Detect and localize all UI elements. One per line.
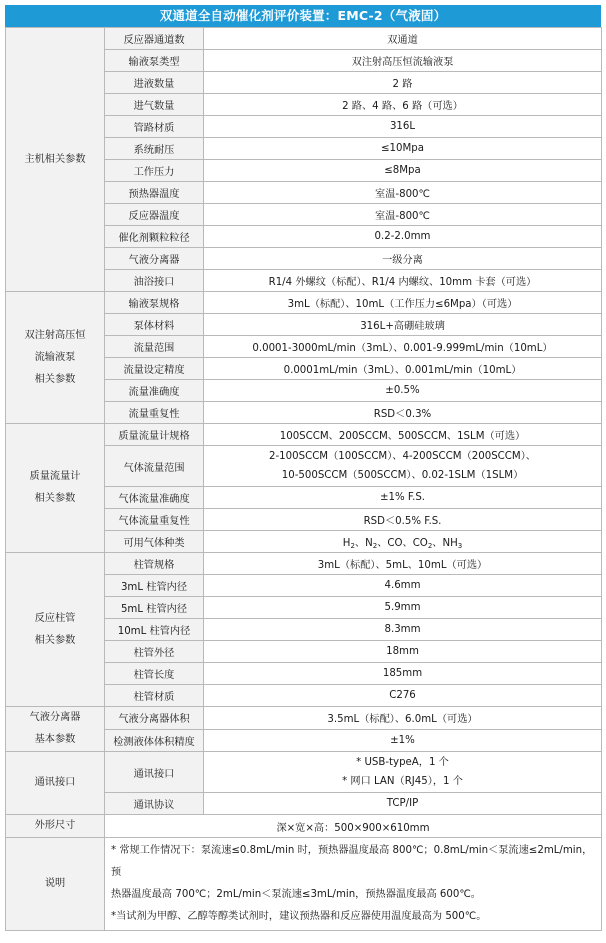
param-value: 双通道 [204,28,602,50]
param-value: 0.0001-3000mL/min（3mL）、0.001-9.999mL/min（10mL） [204,336,602,358]
group-label-line: 通讯接口 [34,777,76,788]
param-label: 气体流量重复性 [105,509,204,531]
param-label: 5mL 柱管内径 [105,597,204,619]
param-value: 18mm [204,641,602,663]
param-value: 185mm [204,663,602,685]
param-value: 室温-800℃ [204,182,602,204]
param-value: 316L+高硼硅玻璃 [204,314,602,336]
notes-row [6,838,602,931]
table-row [6,424,602,446]
param-label: 3mL 柱管内径 [105,575,204,597]
param-label: 输液泵规格 [105,292,204,314]
param-value [204,531,602,553]
param-label: 可用气体种类 [105,531,204,553]
param-label: 气液分离器 [105,248,204,270]
param-value: RSD＜0.3% [204,402,602,424]
param-label: 反应器通道数 [105,28,204,50]
group-label-line: 双注射高压恒 [24,329,86,341]
param-label: 柱管规格 [105,553,204,575]
param-value: 316L [204,116,602,138]
param-label: 管路材质 [105,116,204,138]
dimensions-label: 外形尺寸 [6,815,105,838]
gas-subscript: 2 [372,542,378,550]
gas-text: H [342,538,351,549]
param-value: 8.3mm [204,619,602,641]
param-label: 工作压力 [105,160,204,182]
param-value-line: * USB-typeA，1 个 [356,757,449,768]
param-value: 2 路 [204,72,602,94]
table-row [6,292,602,314]
group-label-line: 气液分离器 [29,712,81,723]
group-label [6,424,105,553]
group-label-line: 相关参数 [34,634,76,646]
param-label: 流量准确度 [105,380,204,402]
group-label-line: 反应柱管 [34,612,76,624]
param-value: ±0.5% [204,380,602,402]
gas-text: 、N [354,538,373,549]
gas-subscript: 2 [427,542,433,550]
param-value: 3mL（标配）、5mL、10mL（可选） [204,553,602,575]
notes-line: * 常规工作情况下：泵流速≤0.8mL/min 时，预热器温度最高 800℃；0.8mL/min＜泵流速≤2mL/min，预 [111,845,593,878]
param-label: 通讯协议 [105,793,204,815]
param-value: 双注射高压恒流输液泵 [204,50,602,72]
param-label: 泵体材料 [105,314,204,336]
param-value: 0.0001mL/min（3mL）、0.001mL/min（10mL） [204,358,602,380]
param-label: 流量重复性 [105,402,204,424]
param-value: 5.9mm [204,597,602,619]
param-label: 质量流量计规格 [105,424,204,446]
param-label: 流量范围 [105,336,204,358]
param-value-line: 10-500SCCM（500SCCM）、0.02-1SLM（1SLM） [281,470,524,481]
gas-text: 、CO、CO [377,538,428,549]
table-row [6,28,602,50]
group-label-line: 基本参数 [34,734,76,745]
param-label: 检测液体体积精度 [105,729,204,752]
group-label [6,292,105,424]
dimensions-row [6,815,602,838]
gas-subscript: 2 [350,542,355,550]
page-title: 双通道全自动催化剂评价装置：EMC-2（气液固） [5,5,601,27]
param-value: ±1% [204,729,602,752]
param-value: R1/4 外螺纹（标配）、R1/4 内螺纹、10mm 卡套（可选） [204,270,602,292]
param-value: TCP/IP [204,793,602,815]
param-value: RSD＜0.5% F.S. [204,509,602,531]
param-value: ±1% F.S. [204,487,602,509]
param-label: 通讯接口 [105,752,204,793]
table-row [6,752,602,793]
param-label: 气液分离器体积 [105,707,204,730]
param-label: 进液数量 [105,72,204,94]
param-label: 输液泵类型 [105,50,204,72]
param-value: 100SCCM、200SCCM、500SCCM、1SLM（可选） [204,424,602,446]
param-value: 一级分离 [204,248,602,270]
param-label: 柱管材质 [105,685,204,707]
param-value: 0.2-2.0mm [204,226,602,248]
param-label: 气体流量范围 [105,446,204,487]
group-label [6,28,105,292]
param-label: 气体流量准确度 [105,487,204,509]
param-value: 3mL（标配）、10mL（工作压力≤6Mpa）（可选） [204,292,602,314]
group-label-line: 相关参数 [34,493,76,504]
spec-sheet [5,5,601,931]
param-label: 柱管长度 [105,663,204,685]
param-label: 反应器温度 [105,204,204,226]
param-value: ≤10Mpa [204,138,602,160]
param-label: 柱管外径 [105,641,204,663]
param-value [204,752,602,793]
param-value [204,446,602,487]
param-value: 3.5mL（标配）、6.0mL（可选） [204,707,602,730]
param-label: 系统耐压 [105,138,204,160]
param-label: 10mL 柱管内径 [105,619,204,641]
group-label [6,707,105,752]
param-label: 预热器温度 [105,182,204,204]
gas-subscript: 3 [457,542,463,550]
table-row [6,553,602,575]
param-label: 进气数量 [105,94,204,116]
table-row [6,707,602,730]
param-value: 2 路、4 路、6 路（可选） [204,94,602,116]
group-label [6,553,105,707]
group-label [6,752,105,815]
param-value-line: * 网口 LAN（RJ45），1 个 [342,776,463,787]
group-label-line: 流输液泵 [34,351,76,363]
param-value-line: 2-100SCCM（100SCCM）、4-200SCCM（200SCCM）、 [269,451,536,462]
dimensions-value: 深×宽×高：500×900×610mm [105,815,602,838]
notes-line: *当试剂为甲醇、乙醇等醇类试剂时，建议预热器和反应器使用温度最高为 500℃。 [111,911,487,922]
param-value: 室温-800℃ [204,204,602,226]
param-label: 催化剂颗粒粒径 [105,226,204,248]
param-value: ≤8Mpa [204,160,602,182]
notes-text [105,838,602,931]
notes-label: 说明 [6,838,105,931]
param-label: 流量设定精度 [105,358,204,380]
spec-table [5,27,602,931]
gas-text: 、NH [432,538,458,549]
group-label-line: 相关参数 [34,373,76,385]
notes-line: 热器温度最高 700℃；2mL/min＜泵流速≤3mL/min，预热器温度最高 600℃。 [111,889,481,900]
group-label-line: 质量流量计 [29,471,81,482]
param-value: C276 [204,685,602,707]
group-label-line: 主机相关参数 [24,153,86,165]
param-value: 4.6mm [204,575,602,597]
param-label: 油浴接口 [105,270,204,292]
